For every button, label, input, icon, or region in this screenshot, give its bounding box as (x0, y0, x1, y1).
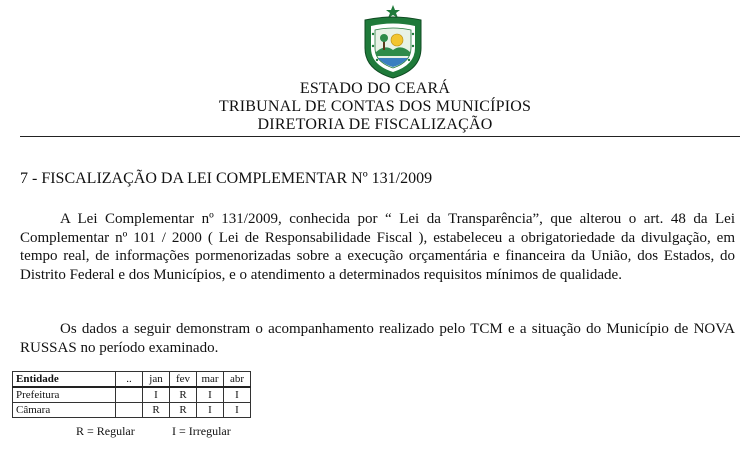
table-header-row (13, 372, 251, 388)
entity-name: Prefeitura (13, 387, 116, 403)
status-cell: I (197, 403, 224, 418)
status-cell: I (224, 387, 251, 403)
status-cell: R (170, 387, 197, 403)
status-cell: I (143, 387, 170, 403)
ceara-coat-of-arms-icon (357, 4, 429, 80)
dots-cell (116, 403, 143, 418)
header-divider (20, 136, 740, 137)
table-row (13, 387, 251, 403)
column-header-abr: abr (224, 372, 251, 388)
status-table (12, 371, 251, 418)
table-row (13, 403, 251, 418)
header-tribunal: TRIBUNAL DE CONTAS DOS MUNICÍPIOS (218, 98, 532, 115)
status-cell: R (143, 403, 170, 418)
header-directorate: DIRETORIA DE FISCALIZAÇÃO (257, 116, 493, 133)
status-cell: I (197, 387, 224, 403)
status-cell: R (170, 403, 197, 418)
paragraph-law-intro: A Lei Complementar nº 131/2009, conhecida por “ Lei da Transparência”, que alterou o art. 48 da Lei Complementar nº 101 / 2000 ( Lei de Responsabilidade Fiscal ), estabeleceu a obrigatoriedade da divulgação, em tempo real, de informações pormenorizadas sobre a execução orçamentária e financeira da União, dos Estados, do Distrito Federal e dos Municípios, e o atendimento a determinados requisitos mínimos de qualidade. (20, 211, 735, 283)
paragraph-monitoring: Os dados a seguir demonstram o acompanhamento realizado pelo TCM e a situação do Município de NOVA RUSSAS no período examinado. (20, 321, 735, 356)
column-header-entity: Entidade (13, 372, 116, 388)
section-title: 7 - FISCALIZAÇÃO DA LEI COMPLEMENTAR Nº 131/2009 (20, 170, 433, 187)
column-header-mar: mar (197, 372, 224, 388)
legend-regular: R = Regular (76, 424, 135, 438)
column-header-fev: fev (170, 372, 197, 388)
column-header-jan: jan (143, 372, 170, 388)
status-cell: I (224, 403, 251, 418)
entity-name: Câmara (13, 403, 116, 418)
header-state: ESTADO DO CEARÁ (299, 80, 451, 97)
legend-irregular: I = Irregular (172, 424, 231, 438)
column-header-dots: .. (116, 372, 143, 388)
dots-cell (116, 387, 143, 403)
